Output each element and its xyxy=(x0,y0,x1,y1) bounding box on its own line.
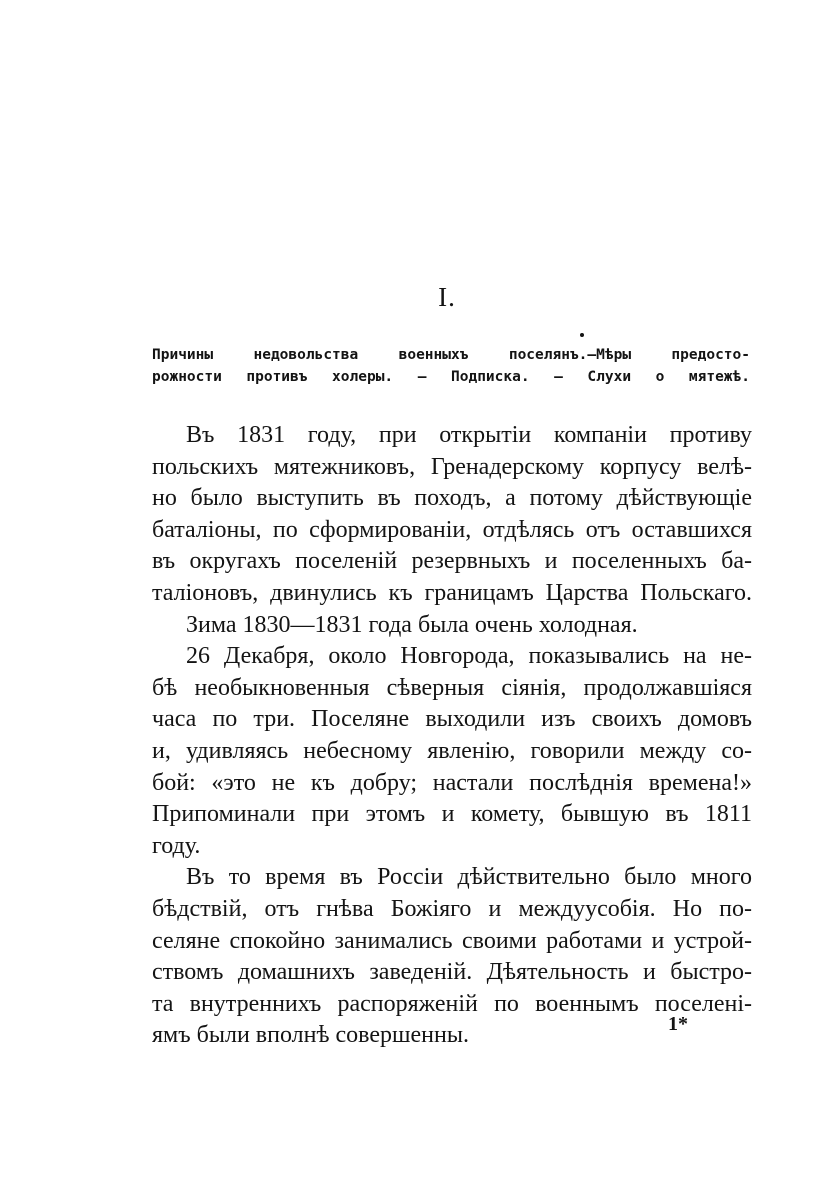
text-line: Въ то время въ Россіи дѣйствительно было много xyxy=(186,864,752,891)
paragraph xyxy=(152,862,752,1052)
text-line: ствомъ домашнихъ заведеній. Дѣятельность и быстро- xyxy=(152,959,752,986)
text-line: польскихъ мятежниковъ, Гренадерскому корпусу велѣ- xyxy=(152,453,752,480)
summary-line: Причины недовольства военныхъ поселянъ.—Мѣры предосто- xyxy=(152,347,750,363)
text-line: селяне спокойно занимались своими работами и устрой- xyxy=(152,927,752,954)
signature-mark: 1* xyxy=(668,1013,688,1035)
text-line: та внутреннихъ распоряженій по военнымъ поселені- xyxy=(152,990,752,1017)
text-line: Въ 1831 году, при открытіи компаніи противу xyxy=(186,422,752,448)
text-line: бѣ необыкновенныя сѣверныя сіянія, продолжавшіяся xyxy=(152,674,752,701)
text-line: 26 Декабря, около Новгорода, показывались на не- xyxy=(186,643,752,670)
text-line: Припоминали при этомъ и комету, бывшую въ 1811 xyxy=(152,801,752,828)
text-line: бѣдствій, отъ гнѣва Божіяго и междуусобія. Но по- xyxy=(152,895,752,922)
text-line: ямъ были вполнѣ совершенны. xyxy=(152,1022,469,1049)
text-line: въ округахъ поселеній резервныхъ и поселенныхъ ба- xyxy=(152,548,752,575)
text-line: бой: «это не къ добру; настали послѣднія времена!» xyxy=(152,769,752,796)
text-line: Зима 1830—1831 года была очень холодная. xyxy=(186,611,638,638)
summary-line: рожности противъ холеры. — Подписка. — Слухи о мятежѣ. xyxy=(152,369,750,385)
body-text xyxy=(152,420,752,1052)
text-line: и, удивляясь небесному явленію, говорили между со- xyxy=(152,737,752,764)
paragraph xyxy=(152,420,752,610)
text-line: таліоновъ, двинулись къ границамъ Царства Польскаго. xyxy=(152,579,752,606)
text-line: но было выступить въ походъ, а потому дѣйствующіе xyxy=(152,485,752,512)
text-line: баталіоны, по сформированіи, отдѣлясь отъ оставшихся xyxy=(152,516,752,543)
paragraph xyxy=(152,641,752,862)
text-line: году. xyxy=(152,832,201,859)
text-line: часа по три. Поселяне выходили изъ своихъ домовъ xyxy=(152,706,752,733)
chapter-summary xyxy=(152,344,750,388)
paragraph xyxy=(152,610,752,642)
top-margin xyxy=(0,0,839,250)
printed-dot xyxy=(580,333,584,337)
chapter-number: I. xyxy=(438,282,456,312)
